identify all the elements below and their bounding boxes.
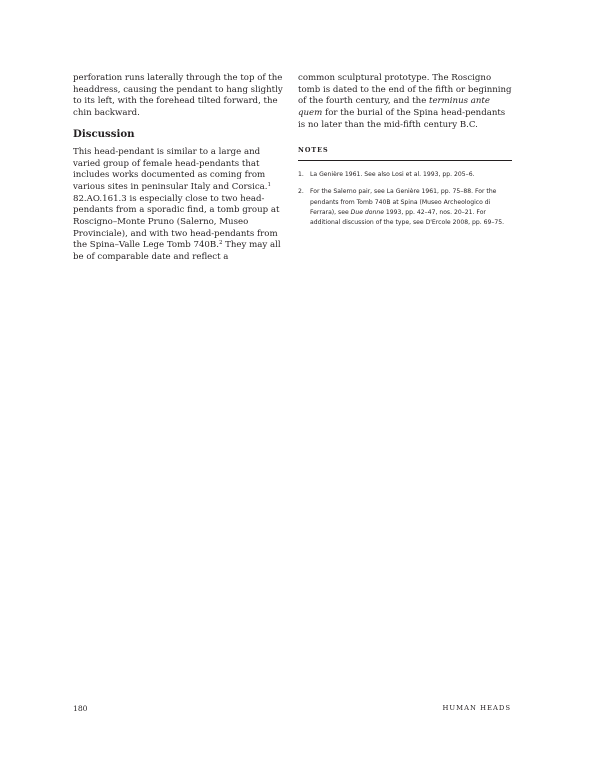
discussion-paragraph xyxy=(73,147,285,264)
right-column xyxy=(298,73,512,235)
note-italic-title: Due donne xyxy=(350,208,384,216)
note-item xyxy=(298,187,512,228)
note-number: 2. xyxy=(298,188,304,196)
note-text-before: For the Salerno pair, see La Genière 1961, pp. 75–88. For the pendants from Tomb 740B at Spina (Museo Archeologico di Ferrara), see xyxy=(310,188,497,216)
note-item xyxy=(298,170,512,180)
section-heading: Discussion xyxy=(73,127,135,140)
notes-title: NOTES xyxy=(298,145,512,162)
discussion-text-1: This head-pendant is similar to a large and varied group of female head-pendants that includes works documented as coming from various sites in peninsular Italy and Corsica. xyxy=(73,146,268,192)
continued-paragraph-right xyxy=(298,73,512,132)
left-column xyxy=(73,73,285,264)
paragraph-text-2: for the burial of the Spina head-pendants is no later than the mid-fifth century B.C. xyxy=(298,108,506,130)
running-title: HUMAN HEADS xyxy=(442,704,511,712)
note-text: La Genière 1961. See also Losi et al. 1993, pp. 205–6. xyxy=(310,171,475,179)
paragraph-text-1: common sculptural prototype. The Roscigno tomb is dated to the end of the fifth or beginning of the fourth century, and the xyxy=(298,73,512,107)
notes-list xyxy=(298,170,512,228)
note-number: 1. xyxy=(298,171,304,179)
paragraph-italic-term: terminus ante quem xyxy=(298,96,490,119)
discussion-text-2: 82.AO.161.3 is especially close to two head-pendants from a sporadic find, a tomb group at Roscigno–Monte Pruno (Salerno, Museo Provinciale), and with two head-pendants from the Spina–Valle Lege Tomb 740B. xyxy=(73,193,280,251)
note-text xyxy=(310,188,504,226)
footnote-ref-2[interactable]: 2 xyxy=(218,240,223,247)
discussion-text-3: They may all be of comparable date and reflect a xyxy=(73,240,281,263)
continued-paragraph: perforation runs laterally through the top of the headdress, causing the pendant to hang slightly to its left, with the forehead tilted forward, the chin backward. xyxy=(73,73,283,119)
note-text-after: 1993, pp. 42–47, nos. 20–21. For additional discussion of the type, see D'Ercole 2008, pp. 69–75. xyxy=(310,208,505,227)
footnote-ref-1[interactable]: 1 xyxy=(267,181,271,188)
page-number: 180 xyxy=(73,704,88,713)
